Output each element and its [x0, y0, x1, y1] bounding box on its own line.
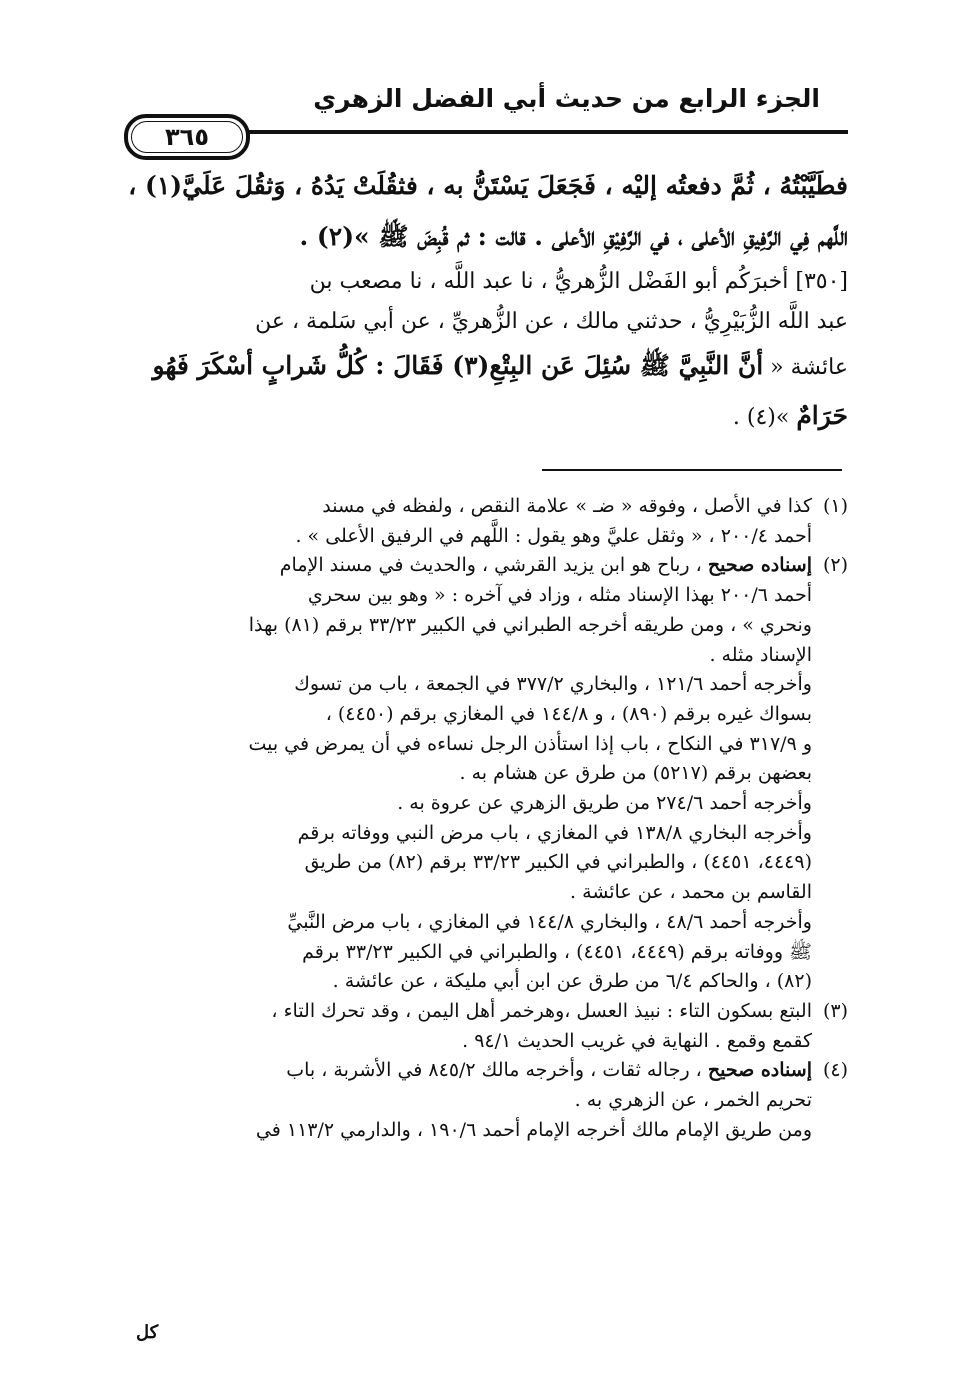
footnote-2-para-line: وأخرجه أحمد ١٢١/٦ ، والبخاري ٣٧٧/٢ في الجمعة ، باب من تسوك — [294, 673, 812, 696]
footnote-text: كذا في الأصل ، وفوقه « ضـ » علامة النقص ، ولفظه في مسند — [322, 495, 812, 517]
footnote-separator — [542, 469, 842, 471]
footnote-number: (٤) — [822, 1059, 848, 1082]
footnote-2-para-line: ﷺ ووفاته برقم (٤٤٤٩، ٤٤٥١) ، والطبراني في الكبير ٣٣/٢٣ برقم — [302, 940, 812, 963]
footnote-2-para-line: بعضهن برقم (٥٢١٧) من طرق عن هشام به . — [459, 762, 812, 785]
footnote-4-line — [132, 1056, 848, 1086]
main-line: اللَّهم فِي الرَّفِيقِ الأعلى ، في الرَّفِيْقِ الأعلى . قالت : ثم قُبِضَ ﷺ »(٢) . — [299, 222, 848, 251]
footnote-number: (٣) — [822, 999, 848, 1022]
main-line — [132, 392, 848, 442]
footnote-number: (١) — [822, 495, 848, 517]
footnote-3-line — [132, 997, 848, 1027]
footnote-2-line: ونحري » ، ومن طريقه أخرجه الطبراني في الكبير ٣٣/٢٣ برقم (٨١) بهذا — [248, 613, 812, 636]
page-number: ٣٦٥ — [165, 123, 209, 151]
badge-inner-border — [131, 121, 243, 153]
header-title: الجزء الرابع من حديث أبي الفضل الزهري — [313, 84, 820, 113]
main-line-bold: أنَّ النَّبِيَّ ﷺ سُئِلَ عَن البِتْعِ(٣) فَقَالَ : كُلُّ شَرابٍ أسْكَرَ فَهُو — [152, 351, 764, 380]
footnote-bold-lead: إسناده صحيح — [707, 1059, 812, 1082]
footnotes — [132, 492, 848, 1145]
main-line — [132, 342, 848, 392]
footnote-1-line — [132, 492, 848, 522]
footnote-text: ، رجاله ثقات ، وأخرجه مالك ٨٤٥/٢ في الأشربة ، باب — [286, 1059, 702, 1082]
footnote-2-para-line: و ٣١٧/٩ في النكاح ، باب إذا استأذن الرجل نساءه في أن يمرض في بيت — [248, 732, 812, 755]
main-line: [٣٥٠] أخبرَكُم أبو الفَضْل الزُّهريُّ ، نا عبد اللَّه ، نا مصعب بن — [309, 269, 848, 294]
footnote-2-para-line: بسواك غيره برقم (٨٩٠) ، و ١٤٤/٨ في المغازي برقم (٤٤٥٠) ، — [325, 702, 812, 725]
main-line-bold: حَرَامٌ — [796, 401, 848, 430]
footnote-text: ، رباح هو ابن يزيد القرشي ، والحديث في مسند الإمام — [279, 554, 702, 577]
footnote-2-para-line: وأخرجه أحمد ٤٨/٦ ، والبخاري ١٤٤/٨ في المغازي ، باب مرض النَّبيِّ — [287, 910, 812, 933]
footnote-4-line: تحريم الخمر ، عن الزهري به . — [574, 1089, 812, 1112]
footnote-2-para-line: وأخرجه البخاري ١٣٨/٨ في المغازي ، باب مرض النبي ووفاته برقم — [297, 821, 812, 844]
main-line-regular: »(٤) . — [732, 405, 797, 430]
main-line: فطَيَّبْتُهُ ، ثُمَّ دفعتُه إليْه ، فَجَعَلَ يَسْتَنُّ به ، فثقُلَتْ يَدُهُ ، وَثقُلَ عَلَيَّ(١) ، — [128, 171, 848, 200]
footnote-2-para-line: القاسم بن محمد ، عن عائشة . — [570, 881, 812, 904]
footnote-2-para-line: (٤٤٤٩، ٤٤٥١) ، والطبراني في الكبير ٣٣/٢٣ برقم (٨٢) من طريق — [304, 851, 812, 874]
footnote-text: البتع بسكون التاء : نبيذ العسل ،وهرخمر أهل اليمن ، وقد تحرك التاء ، — [271, 999, 812, 1022]
main-text — [128, 160, 848, 442]
footnote-2-para-line: وأخرجه أحمد ٢٧٤/٦ من طريق الزهري عن عروة به . — [397, 792, 812, 815]
main-line-regular: عائشة « — [763, 355, 848, 380]
footnote-bold-lead: إسناده صحيح — [707, 554, 812, 577]
footnote-2-line: الإسناد مثله . — [709, 643, 812, 666]
footnote-number: (٢) — [822, 554, 848, 577]
catchword-mark: كل — [136, 1322, 159, 1343]
page-number-badge — [124, 114, 250, 160]
footnote-3-line: كقمع وقمع . النهاية في غريب الحديث ٩٤/١ . — [462, 1029, 812, 1052]
footnote-2-line — [132, 551, 848, 581]
footnote-2-para-line: (٨٢) ، والحاكم ٦/٤ من طرق عن ابن أبي مليكة ، عن عائشة . — [332, 970, 812, 993]
main-line: عبد اللَّه الزُّبَيْرِيُّ ، حدثني مالك ، عن الزُّهريِّ ، عن أبي سَلمة ، عن — [255, 309, 848, 334]
footnote-1-line: أحمد ٢٠٠/٤ ، « وثقل عليَّ وهو يقول : اللَّهم في الرفيق الأعلى » . — [295, 524, 812, 547]
footnote-4-para-line: ومن طريق الإمام مالك أخرجه الإمام أحمد ١٩٠/٦ ، والدارمي ١١٣/٢ في — [255, 1118, 812, 1141]
footnote-2-line: أحمد ٢٠٠/٦ بهذا الإسناد مثله ، وزاد في آخره : « وهو بين سحري — [307, 584, 812, 607]
running-header — [120, 78, 848, 158]
header-rule — [180, 130, 848, 134]
